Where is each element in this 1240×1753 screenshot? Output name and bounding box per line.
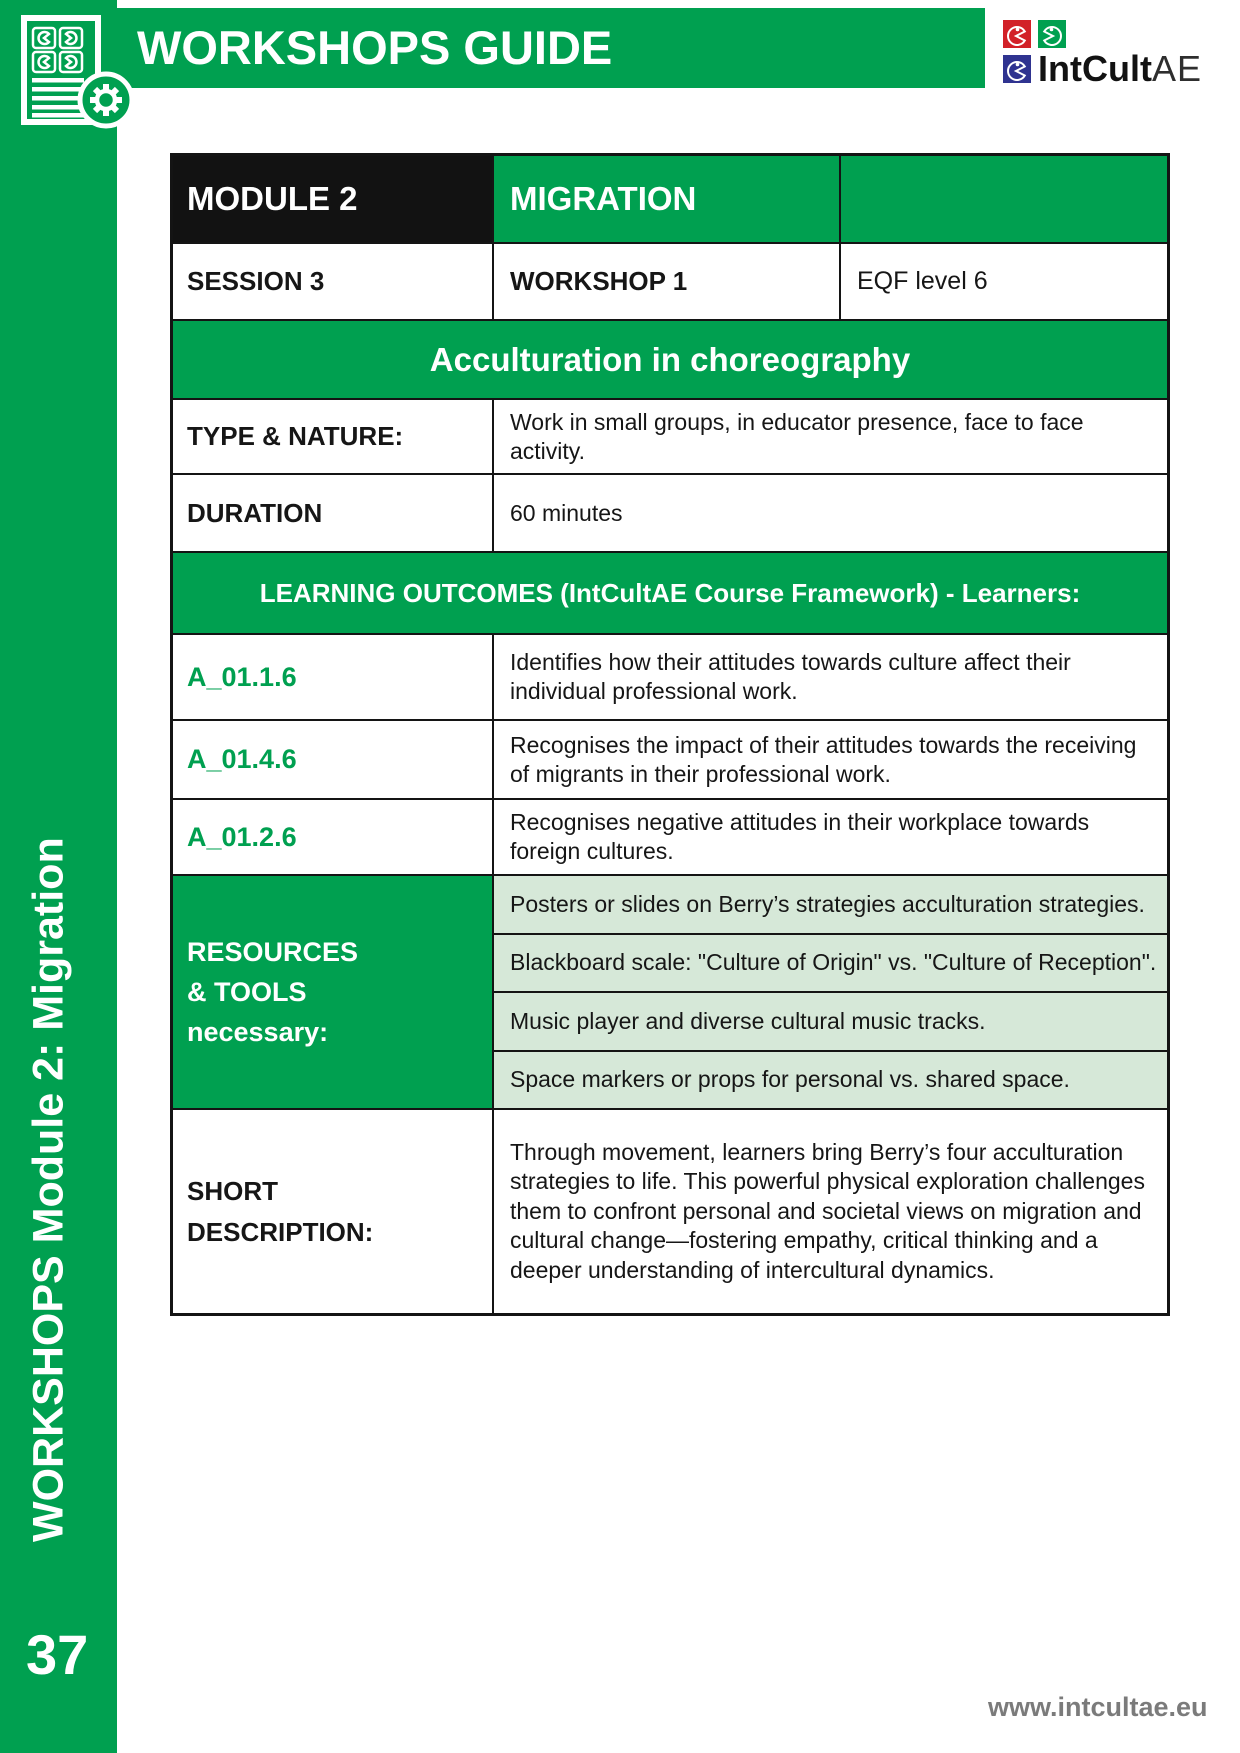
- duration-value: 60 minutes: [492, 475, 1167, 551]
- module-label-cell: MODULE 2: [173, 156, 492, 242]
- duration-label: DURATION: [187, 497, 323, 528]
- page-title: WORKSHOPS GUIDE: [137, 21, 613, 74]
- outcome-code: A_01.1.6: [187, 661, 297, 692]
- module-title-cell: MIGRATION: [492, 156, 839, 242]
- workshop-table: [170, 153, 1170, 1316]
- sidebar-vertical-label: WORKSHOPS Module 2: Migration: [24, 837, 73, 1543]
- outcome-code: A_01.4.6: [187, 744, 297, 774]
- resources-label-line: necessary:: [187, 1017, 329, 1047]
- short-description-label-line: SHORT: [187, 1175, 278, 1206]
- logo-face-blue-icon: [1003, 55, 1031, 83]
- resources-list: [492, 876, 1167, 1108]
- resources-label-line: & TOOLS: [187, 977, 307, 1007]
- module-title-fill-cell: [839, 156, 1167, 242]
- workshop-title-banner: Acculturation in choreography: [173, 321, 1167, 398]
- outcome-text: Identifies how their attitudes towards culture affect their individual professional work.: [492, 635, 1167, 719]
- short-description-label: [173, 1110, 492, 1313]
- short-description-text: Through movement, learners bring Berry’s four acculturation strategies to life. This powerful physical exploration challenges them to confront personal and societal views on migration and cultural change—fostering empathy, critical thinking and a deeper understanding of intercultural dynamics.: [492, 1110, 1167, 1313]
- logo-face-red-icon: [1003, 20, 1031, 48]
- gear-icon: [80, 74, 132, 126]
- workshops-guide-icon: [16, 12, 134, 136]
- session-cell: SESSION 3: [187, 266, 325, 296]
- resource-item: Posters or slides on Berry’s strategies acculturation strategies.: [494, 876, 1167, 933]
- resources-label-line: RESOURCES: [187, 937, 359, 967]
- short-description-label-line: DESCRIPTION:: [187, 1216, 374, 1247]
- logo-face-green-icon: [1038, 20, 1066, 48]
- resource-item: Music player and diverse cultural music tracks.: [494, 991, 1167, 1050]
- resource-item: Blackboard scale: "Culture of Origin" vs. "Culture of Reception".: [494, 933, 1167, 992]
- outcome-row: [173, 633, 1167, 719]
- outcome-text: Recognises the impact of their attitudes towards the receiving of migrants in their professional work.: [492, 721, 1167, 798]
- type-nature-value: Work in small groups, in educator presence, face to face activity.: [492, 400, 1167, 473]
- workshop-cell: WORKSHOP 1: [492, 244, 839, 319]
- resources-label-cell: [173, 876, 492, 1108]
- logo-wordmark-bold: IntCult: [1038, 48, 1152, 89]
- logo-wordmark: [1038, 48, 1202, 89]
- outcome-row: [173, 798, 1167, 874]
- type-nature-label: TYPE & NATURE:: [187, 421, 404, 451]
- page-number: 37: [26, 1623, 89, 1686]
- outcome-row: [173, 719, 1167, 798]
- resource-item: Space markers or props for personal vs. shared space.: [494, 1050, 1167, 1109]
- outcome-code: A_01.2.6: [187, 821, 297, 852]
- eqf-level-cell: EQF level 6: [839, 244, 1167, 319]
- header-bar: [0, 8, 985, 88]
- outcome-text: Recognises negative attitudes in their workplace towards foreign cultures.: [492, 800, 1167, 874]
- logo-wordmark-light: AE: [1151, 48, 1202, 89]
- intcultae-logo: [1003, 20, 1203, 89]
- footer-url: www.intcultae.eu: [988, 1692, 1208, 1722]
- learning-outcomes-header: LEARNING OUTCOMES (IntCultAE Course Framework) - Learners:: [173, 553, 1167, 633]
